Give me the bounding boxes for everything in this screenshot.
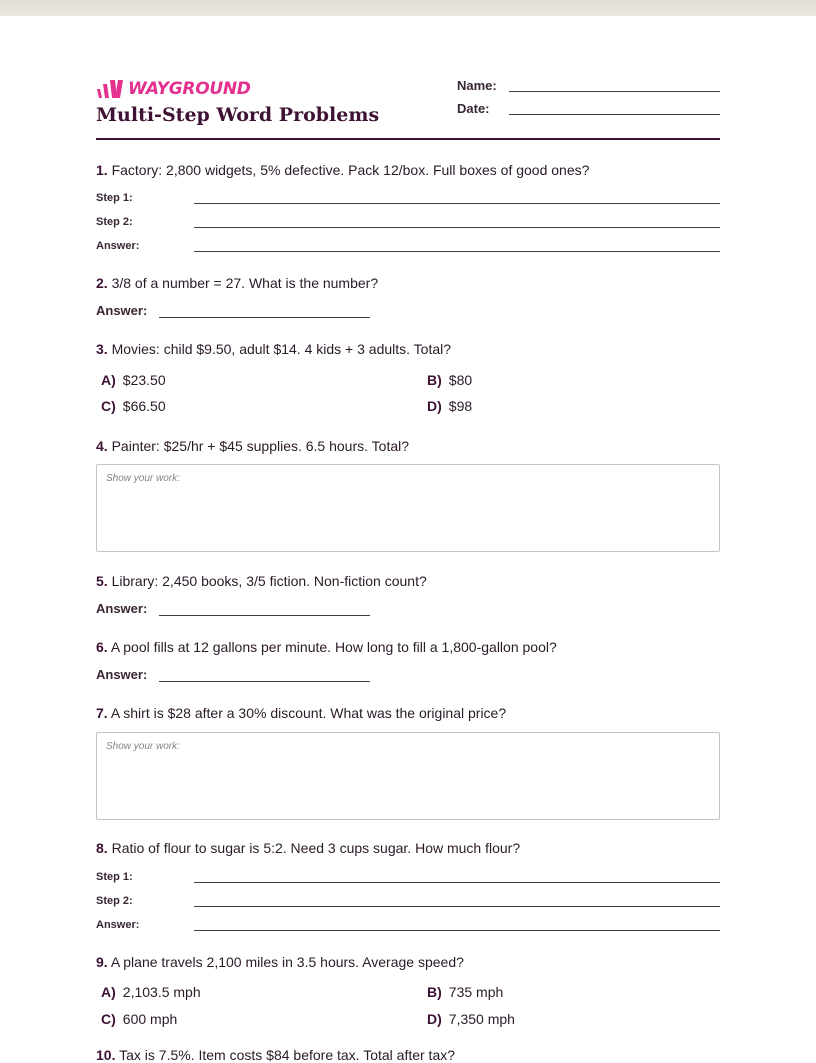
answer-label: Answer: xyxy=(96,303,148,318)
question-4 xyxy=(96,438,720,454)
question-text: Movies: child $9.50, adult $14. 4 kids + 3 adults. Total? xyxy=(111,341,452,357)
question-number: 4. xyxy=(96,438,108,454)
option-letter: B) xyxy=(427,372,442,388)
question-number: 7. xyxy=(96,705,108,721)
answer-line[interactable] xyxy=(194,227,720,228)
option-text: $98 xyxy=(448,398,473,414)
answer-line[interactable] xyxy=(194,203,720,204)
question-text: A shirt is $28 after a 30% discount. What was the original price? xyxy=(110,705,507,721)
name-label: Name: xyxy=(457,78,497,93)
option-text: 600 mph xyxy=(122,1011,178,1027)
q3-option-b[interactable] xyxy=(422,372,472,388)
question-7 xyxy=(96,705,720,721)
question-8 xyxy=(96,840,720,856)
q3-option-a[interactable] xyxy=(96,372,166,388)
step-2-label: Step 2: xyxy=(96,216,133,228)
option-text: $23.50 xyxy=(122,372,166,388)
question-2 xyxy=(96,275,720,291)
question-text: Ratio of flour to sugar is 5:2. Need 3 cups sugar. How much flour? xyxy=(111,840,521,856)
question-number: 9. xyxy=(96,954,108,970)
answer-label: Answer: xyxy=(96,667,148,682)
q8-step-2[interactable] xyxy=(96,895,720,911)
browser-top-edge xyxy=(0,0,816,16)
option-text: $80 xyxy=(448,372,473,388)
q3-option-d[interactable] xyxy=(422,398,472,414)
q2-answer[interactable] xyxy=(96,303,396,321)
q6-answer[interactable] xyxy=(96,667,396,685)
header-divider xyxy=(96,138,720,140)
question-text: Tax is 7.5%. Item costs $84 before tax. Total after tax? xyxy=(119,1047,456,1063)
question-number: 3. xyxy=(96,341,108,357)
question-number: 5. xyxy=(96,573,108,589)
answer-line[interactable] xyxy=(194,930,720,931)
wayground-logo-icon xyxy=(96,79,124,99)
option-text: 2,103.5 mph xyxy=(122,984,201,1000)
question-number: 1. xyxy=(96,162,108,178)
option-letter: D) xyxy=(427,398,442,414)
option-text: $66.50 xyxy=(122,398,166,414)
question-3 xyxy=(96,341,720,357)
q5-answer[interactable] xyxy=(96,601,396,619)
q4-work-box[interactable] xyxy=(96,464,720,552)
q9-option-d[interactable] xyxy=(422,1011,515,1027)
option-letter: C) xyxy=(101,1011,116,1027)
name-line[interactable] xyxy=(509,91,720,92)
option-letter: B) xyxy=(427,984,442,1000)
question-text: Factory: 2,800 widgets, 5% defective. Pack 12/box. Full boxes of good ones? xyxy=(111,162,590,178)
work-placeholder: Show your work: xyxy=(106,473,180,484)
question-text: Library: 2,450 books, 3/5 fiction. Non-fiction count? xyxy=(111,573,427,589)
answer-label: Answer: xyxy=(96,919,140,931)
option-letter: C) xyxy=(101,398,116,414)
date-line[interactable] xyxy=(509,114,720,115)
answer-line[interactable] xyxy=(194,906,720,907)
question-text: A plane travels 2,100 miles in 3.5 hours. Average speed? xyxy=(110,954,464,970)
question-5 xyxy=(96,573,720,589)
answer-line[interactable] xyxy=(159,681,370,682)
q1-answer[interactable] xyxy=(96,240,720,256)
question-text: A pool fills at 12 gallons per minute. How long to fill a 1,800-gallon pool? xyxy=(110,639,557,655)
option-text: 7,350 mph xyxy=(448,1011,515,1027)
q1-step-1[interactable] xyxy=(96,192,720,208)
answer-line[interactable] xyxy=(159,615,370,616)
question-text: Painter: $25/hr + $45 supplies. 6.5 hours. Total? xyxy=(111,438,410,454)
work-placeholder: Show your work: xyxy=(106,741,180,752)
question-1 xyxy=(96,162,720,178)
option-letter: A) xyxy=(101,984,116,1000)
question-number: 2. xyxy=(96,275,108,291)
step-1-label: Step 1: xyxy=(96,192,133,204)
q1-step-2[interactable] xyxy=(96,216,720,232)
name-field[interactable] xyxy=(457,78,720,98)
answer-label: Answer: xyxy=(96,240,140,252)
question-10 xyxy=(96,1047,720,1063)
question-number: 8. xyxy=(96,840,108,856)
q9-option-a[interactable] xyxy=(96,984,201,1000)
q3-option-c[interactable] xyxy=(96,398,166,414)
answer-line[interactable] xyxy=(194,882,720,883)
q7-work-box[interactable] xyxy=(96,732,720,820)
date-label: Date: xyxy=(457,101,490,116)
question-number: 6. xyxy=(96,639,108,655)
step-2-label: Step 2: xyxy=(96,895,133,907)
question-9 xyxy=(96,954,720,970)
question-number: 10. xyxy=(96,1047,116,1063)
q9-option-b[interactable] xyxy=(422,984,503,1000)
q8-answer[interactable] xyxy=(96,919,720,935)
option-letter: D) xyxy=(427,1011,442,1027)
option-letter: A) xyxy=(101,372,116,388)
q9-option-c[interactable] xyxy=(96,1011,177,1027)
step-1-label: Step 1: xyxy=(96,871,133,883)
brand-logo xyxy=(96,79,251,99)
question-text: 3/8 of a number = 27. What is the number? xyxy=(111,275,379,291)
brand-name: WAYGROUND xyxy=(128,79,251,99)
answer-label: Answer: xyxy=(96,601,148,616)
question-6 xyxy=(96,639,720,655)
worksheet-title: Multi-Step Word Problems xyxy=(96,104,380,126)
option-text: 735 mph xyxy=(448,984,504,1000)
answer-line[interactable] xyxy=(159,317,370,318)
q8-step-1[interactable] xyxy=(96,871,720,887)
answer-line[interactable] xyxy=(194,251,720,252)
date-field[interactable] xyxy=(457,101,720,121)
